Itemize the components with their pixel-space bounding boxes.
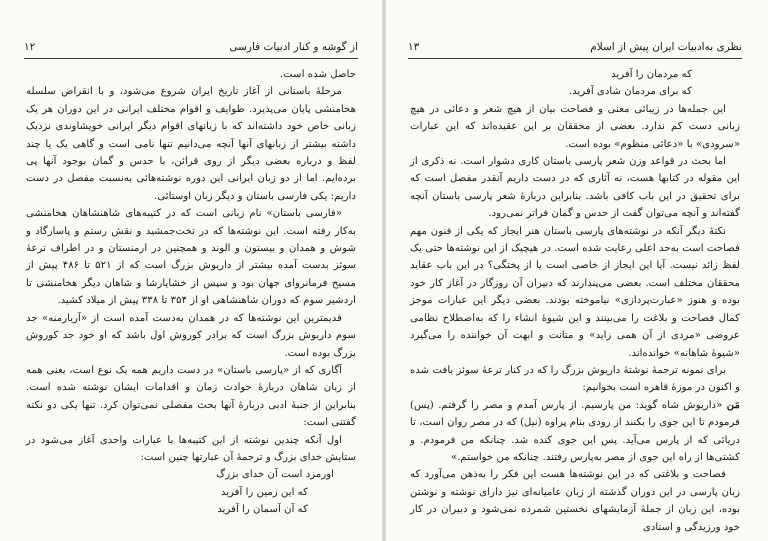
- paragraph: اما بحث در قواعد وزن شعر پارسی باستان کاری دشوار است. نه ذکری از این مقوله در کتابها هست، نه آثاری که در دست داریم آنقدر مفصل است که برای تحقیق در این باب کافی باشد. بنابراین دربارهٔ شعر پارسی باستان آنچه گفته‌اند و آنچه می‌توان گفت از حدس و گمان فراتر نمی‌رود.: [410, 156, 740, 220]
- verse-line: که آن آسمان را آفرید: [217, 504, 308, 516]
- right-page: [386, 0, 768, 541]
- left-page: [0, 0, 382, 541]
- page-number: ۱۳: [408, 41, 420, 53]
- verse-line: که مردمان را آفرید: [611, 69, 692, 80]
- right-page-header: [408, 38, 742, 56]
- running-head: نظری به‌ادبیات ایران پیش از اسلام: [590, 41, 742, 53]
- left-page-header: [24, 38, 358, 56]
- paragraph: «فارسی باستان» نام زبانی است که در کتیبه‌های شاهنشاهان هخامنشی به‌کار رفته است. این نوشته‌ها که در تخت‌جمشید و نقش رستم و پاسارگاد و شوش و همدان و بیستون و الوند و همچنین در ارمنستان و در اطراف ترعهٔ سوئز بدست آمده بیشتر از داریوش بزرگ است که از ۵۲۱ تا ۴۸۶ پیش از مسیح فرمانروای جهان بود و سپس از خشایارشا و شاهان دیگر هخامنشی تا اردشیر سوم که دوران شاهنشاهی او از ۳۵۴ تا ۳۳۸ پیش از میلاد کشید.: [26, 208, 356, 307]
- verse-line: که این زمین را آفرید: [220, 486, 308, 498]
- ornament-mark: مَن: [726, 398, 740, 411]
- header-rule: [24, 58, 358, 59]
- paragraph: فصاحت و بلاغتی که در این نوشته‌ها هست این فکر را به‌ذهن می‌آورد که زبان پارسی در این دوران گذشته از زبان عامیانه‌ای نیز دارای نوشته و نوشتن بوده، این زبان از جملهٔ آزمایشهای نخستین شمرده نمی‌شود و دبیران در کار خود ورزیدگی و استادی: [410, 469, 740, 533]
- verse-line: که برای مردمان شادی آفرید.: [568, 86, 692, 98]
- paragraph: این جمله‌ها در زیبائی معنی و فصاحت بیان از هیچ شعر و دعائی در هیچ زبانی دست کم ندارد. بعضی از محققان بر این عقیده‌اند که این عبارات «سرودی» با «دعائی منظوم» بوده است.: [410, 103, 740, 150]
- paragraph: اول آنکه چندین نوشته از این کتیبه‌ها با عبارات واحدی آغاز می‌شود در ستایش خدای بزرگ و ترجمهٔ آن عبارتها چنین است:: [26, 434, 356, 463]
- right-page-body: [410, 66, 740, 533]
- left-page-body: [26, 66, 356, 533]
- running-head: از گوشه و کنار ادبیات فارسی: [229, 41, 358, 53]
- paragraph: برای نمونه ترجمهٔ نوشتهٔ داریوش بزرگ را که در کنار ترعهٔ سوئز یافت شده و اکنون در موزهٔ قاهره است بخوانیم:: [410, 364, 740, 394]
- paragraph: قدیمترین این نوشته‌ها که در همدان به‌دست آمده است از «آریارمنه» جد سوم داریوش بزرگ است که برادر کوروش اول باشد که او خود جد کوروش بزرگ بوده است.: [26, 312, 356, 359]
- paragraph: حاصل شده است.: [279, 69, 356, 80]
- page-number: ۱۲: [24, 41, 36, 53]
- verse-line: اورمزد است آن خدای بزرگ: [216, 469, 334, 481]
- paragraph: [410, 397, 740, 467]
- quoted-inscription: «داریوش شاه گوید: من پارسیم. از پارس آمدم و مصر را گرفتم. (پس) فرمودم تا این جوی را بکنند از رودی بنام پراوه (نیل) که در مصر روان است، تا دریائی که از پارس می‌آید. پس این جوی کنده شد. چنانکه من فرمودم. و کشتی‌ها از راه این جوی از مصر به‌پارس رفتند. چنانکه من خواستم.»: [410, 399, 740, 463]
- paragraph: آگاری که از «پارسی باستان» در دست داریم همه یک نوع است، یعنی همه از زبان شاهان دربارهٔ حوادث زمان و اقدامات ایشان نوشته شده است. بنابراین از جنبهٔ ادبی دربارهٔ آنها بحث مفصلی نمی‌توان کرد. تنها یکی دو نکته گفتنی است:: [26, 364, 356, 429]
- paragraph: مرحلهٔ باستانی از آغاز تاریخ ایران شروع می‌شود، و با انقراض سلسله هخامنشی پایان می‌پذیرد. طوایف و اقوام مختلف ایرانی در این دوران هر یک زبانی خاص خود داشته‌اند که با زبانهای اقوام دیگر ایرانی خویشاوندی نزدیک داشته بیشتر از زبانهای آنها آنچه می‌دانیم تنها نامی است و گاهی یک یا چند لفظ و درباره بعضی دیگر از روی قرائن، با حدس و گمان بوجود آنها پی برده‌ایم. اما از دو زبان ایرانی این دوره نوشته‌هائی به‌نسبت مفصل در دست داریم: یکی فارسی باستان و دیگر زبان اوستائی.: [26, 86, 356, 202]
- header-rule: [408, 58, 742, 59]
- paragraph: نکتهٔ دیگر آنکه در نوشته‌های پارسی باستان هنر ایجاز که یکی از فنون مهم فصاحت است به‌حد اعلی رعایت شده است. در هیچیک از این نوشته‌ها حتی یک لفظ زائد نیست. آیا این ایجاز از خاصی است یا از پختگی؟ در این باب عقاید محققان مختلف است. بعضی می‌پندارند که دبیران آن روزگار در آغاز کار خود بوده و هنوز «عبارت‌پردازی» نیاموخته بودند. بعضی دیگر این عبارات موجز کمال فصاحت و بلاغت را می‌بینند و این شیوهٔ انشاء را که به‌اصطلاح نظامی عروضی «مردی از آن همی زاید» و متانت و ابهت آن خواننده را می‌گیرد «شیوهٔ شاهانه» خوانده‌اند.: [410, 225, 740, 359]
